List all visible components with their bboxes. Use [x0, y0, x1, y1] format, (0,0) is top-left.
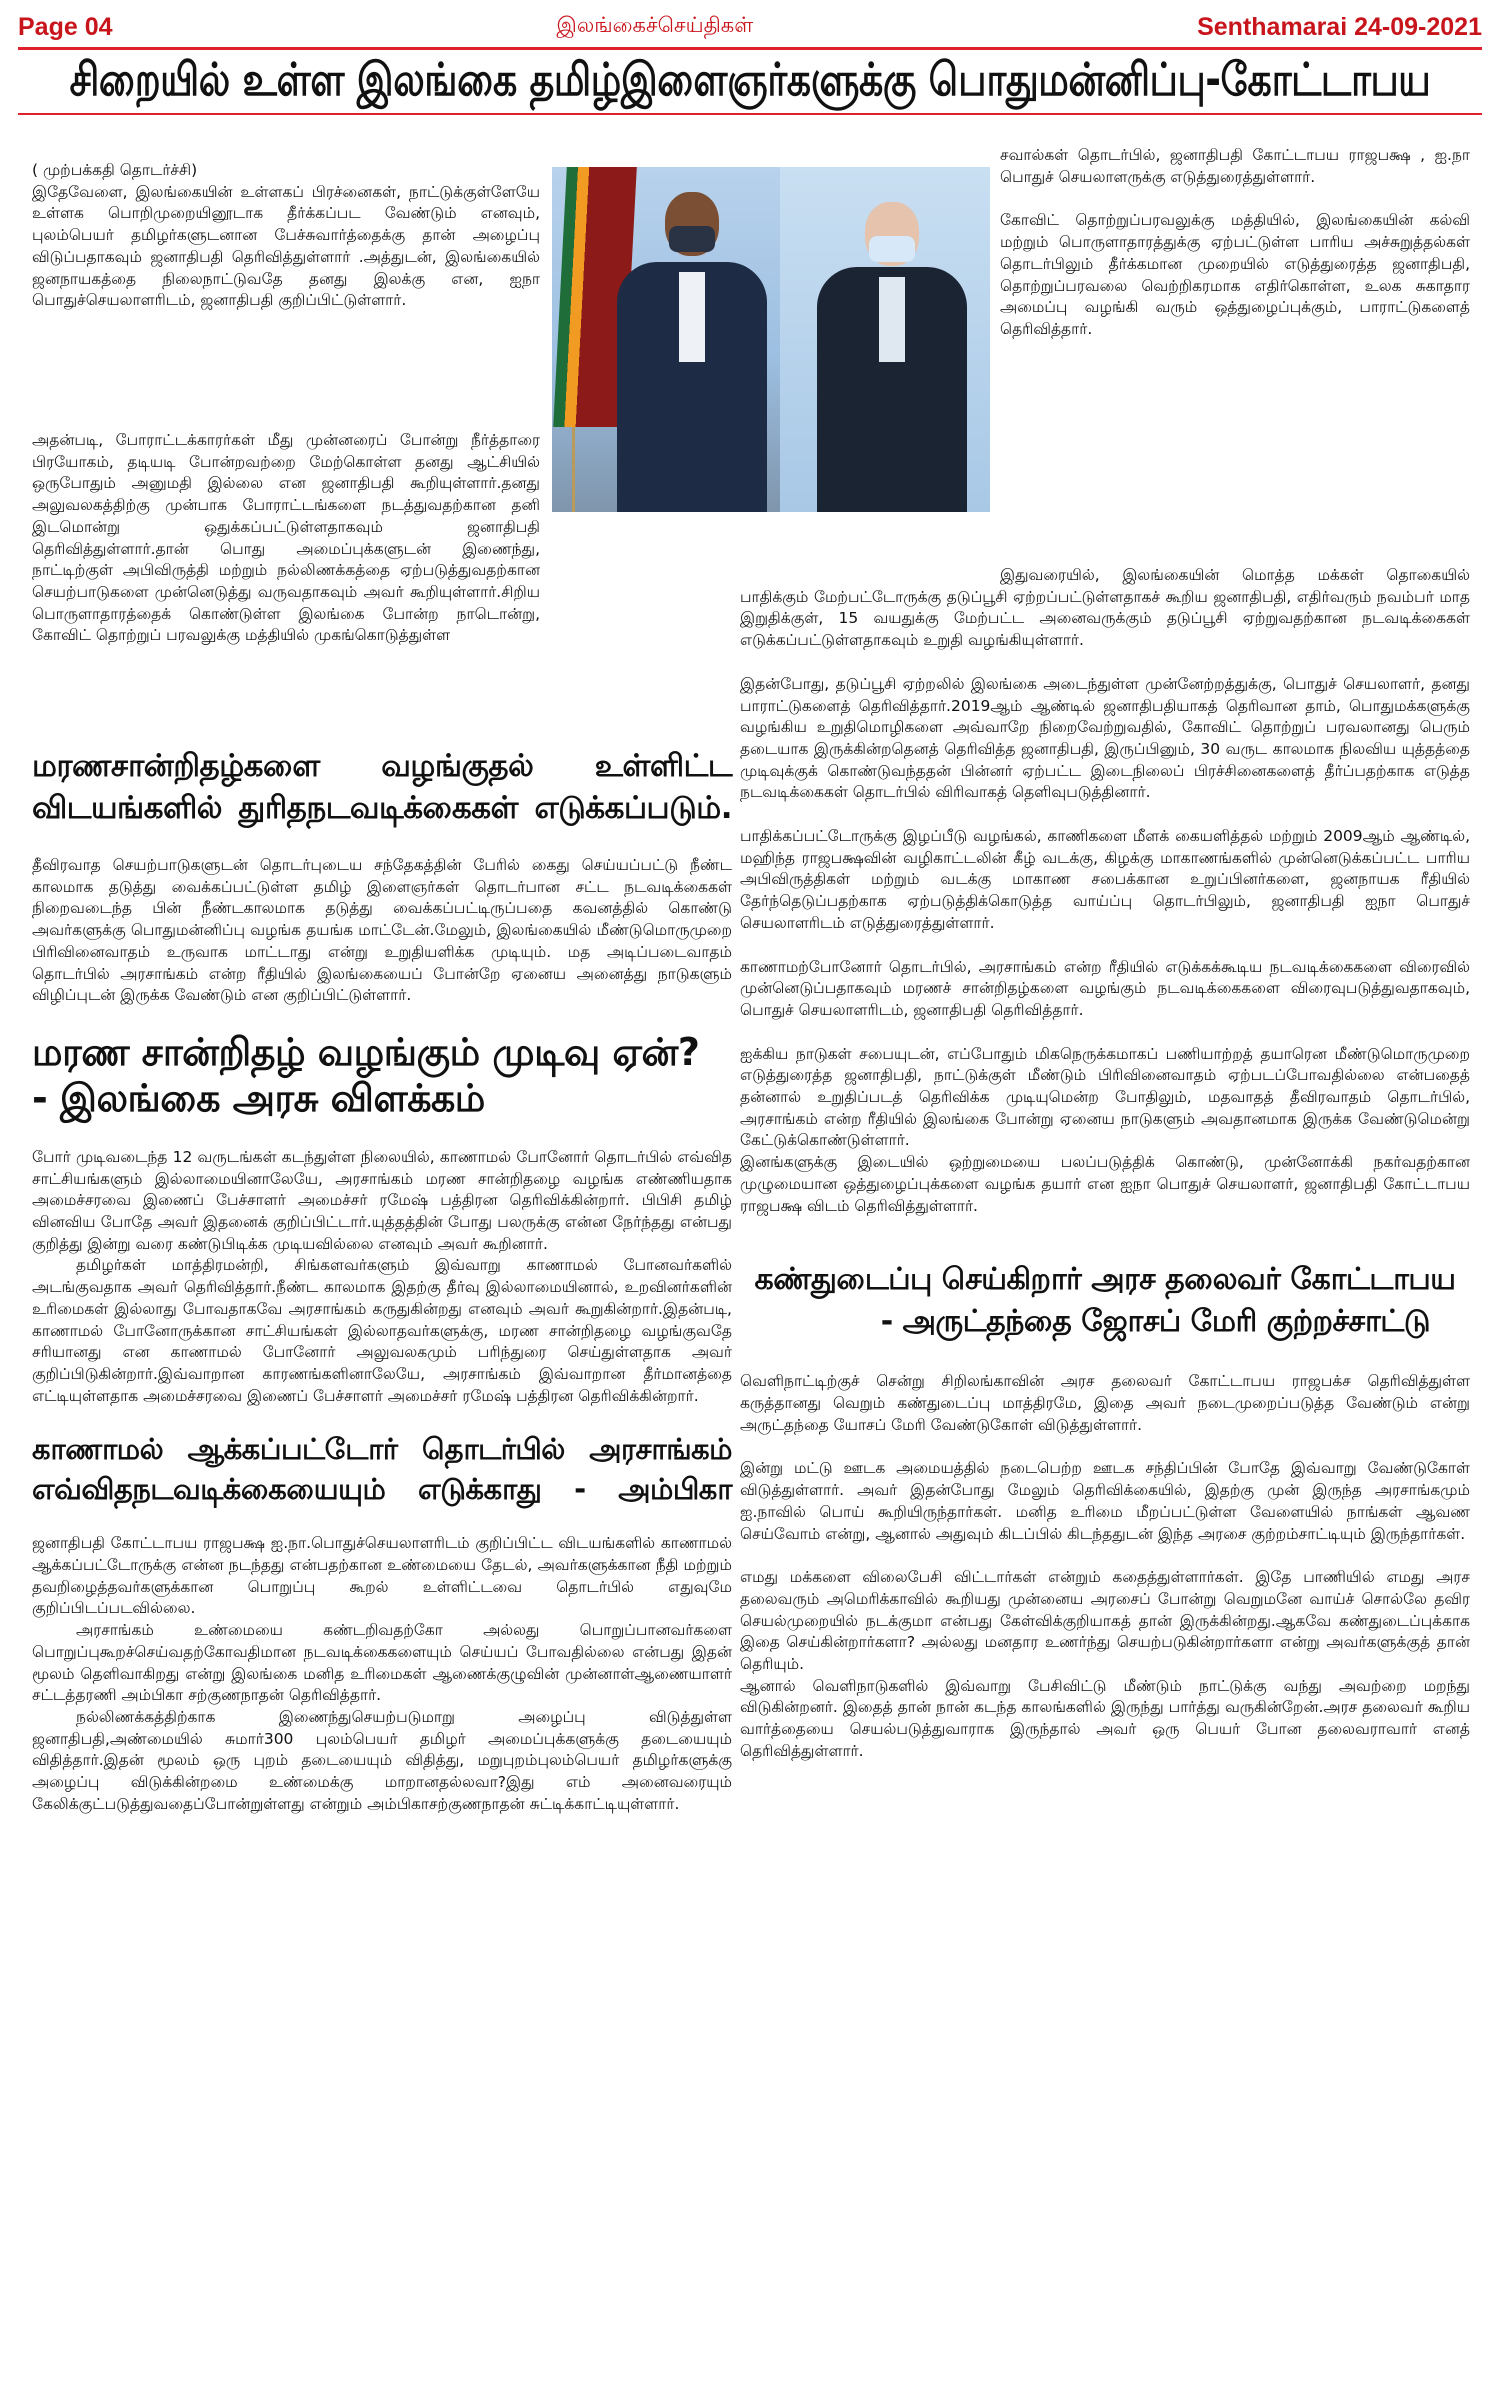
intro-paragraph-1: இதேவேளை, இலங்கையின் உள்ளகப் பிரச்னைகள், நாட்டுக்குள்ளேயே உள்ளக பொறிமுறையினூடாக தீர்க்கப்பட வேண்டும் எனவும், புலம்பெயர் தமிழர்களுடனான பேச்சுவார்த்தைக்கு தான் அழைப்பு விடுப்பதாகவும் ஜனாதிபதி தெரிவித்துள்ளார் .அத்துடன், இலங்கையில் ஜனநாயகத்தை நிலைநாட்டுவதே தனது இலக்கு என, ஐநா பொதுச்செயலாளரிடம், ஜனாதிபதி குறிப்பிட்டுள்ளார். — [32, 182, 540, 310]
right-paragraph-9: வெளிநாட்டிற்குச் சென்று சிறிலங்காவின் அரச தலைவர் கோட்டாபய ராஜபக்ச தெரிவித்துள்ள கருத்தானது வெறும் கண்துடைப்பு மாத்திரமே, இதை அவர் நடைமுறைப்படுத்த வேண்டும் என்று அருட்தந்தை யோசப் மேரி வேண்டுகோள் விடுத்துள்ளார். — [740, 1372, 1470, 1434]
right-paragraph-1: சவால்கள் தொடர்பில், ஜனாதிபதி கோட்டாபய ராஜபக்ஷ , ஐ.நா பொதுச் செயலாளருக்கு எடுத்துரைத்துள்ளார். — [1000, 146, 1470, 186]
subheading-why-certificates-line1: மரண சான்றிதழ் வழங்கும் முடிவு ஏன்? — [32, 1029, 700, 1074]
person-president — [617, 192, 767, 512]
right-paragraph-11: எமது மக்களை விலைபேசி விட்டார்கள் என்றும் கதைத்துள்ளார்கள். இதே பாணியில் எமது அரச தலைவரும் அமெரிக்காவில் கூறியது முன்னைய அரசைப் போன்று வெறுமனே வாய்ச் சொல்லே தவிர செயல்முறையில் நடக்குமா என்பது கேள்விக்குறியாகத் தான் இருக்கின்றது.ஆகவே கண்துடைப்புக்காக இதை செய்கின்றார்களா? அல்லது மனதார உணர்ந்து செயற்படுகின்றார்களா என்று அவர்களுக்குத் தான் தெரியும். — [740, 1568, 1470, 1674]
right-paragraph-4: இதன்போது, தடுப்பூசி ஏற்றலில் இலங்கை அடைந்துள்ள முன்னேற்றத்துக்கு, பொதுச் செயலாளர், தனது பாராட்டுகளைத் தெரிவித்தார்.2019ஆம் ஆண்டில் ஜனாதிபதியாகத் தெரிவான தாம், பொதுமக்களுக்கு வழங்கிய உறுதிமொழிகளை அவ்வாறே நிறைவேற்றுவதில், கோவிட் தொற்றுப் பரவலானது பெரும் தடையாக இருக்கின்றதெனத் தெரிவித்த ஜனாதிபதி, இருப்பினும், 30 வருட காலமாக நிலவிய யுத்தத்தை முடிவுக்குக் கொண்டுவந்ததன் பின்னர் ஏற்பட்ட இடைநிலைப் பிரச்சினைகளைத் தீர்ப்பதற்காக எடுத்த நடவடிக்கைகள் தொடர்பில் விரிவாகத் தெளிவுபடுத்தினார். — [740, 674, 1470, 802]
subheading-eyewash-line1: கண்துடைப்பு செய்கிறார் அரச தலைவர் கோட்டாபய — [754, 1262, 1456, 1298]
left-paragraph-5: அரசாங்கம் உண்மையை கண்டறிவதற்கோ அல்லது பொறுப்பானவர்களை பொறுப்புகூறச்செய்வதற்கோவதிமான நடவடிக்கைகளையும் செய்யப் போவதில்லை என்பது இதன் மூலம் தெளிவாகிறது என்று இலங்கை மனித உரிமைகள் ஆணைக்குழுவின் முன்னாள்ஆணையாளர் சட்டத்தரணி அம்பிகா சற்குணநாதன் தெரிவித்தார். — [32, 1621, 732, 1705]
intro-column-2 — [32, 430, 540, 669]
right-paragraph-10: இன்று மட்டு ஊடக அமையத்தில் நடைபெற்ற ஊடக சந்திப்பின் போதே இவ்வாறு வேண்டுகோள் விடுத்துள்ளார். அவர் இதன்போது மேலும் தெரிவிக்கையில், இதற்கு முன் இருந்த அரசாங்கமும் ஐ.நாவில் பொய் கூறியிருந்தார்கள். மனித உரிமை மீறப்பட்டுள்ள வேளையில் நாங்கள் ஆவண செய்வோம் என்று, ஆனால் அதுவும் கிடப்பில் கிடந்ததுடன் இந்த அரசை குற்றம்சாட்டியும் இருந்தார்கள். — [740, 1459, 1470, 1543]
right-paragraph-2: கோவிட் தொற்றுப்பரவலுக்கு மத்தியில், இலங்கையின் கல்வி மற்றும் பொருளாதாரத்துக்கு ஏற்பட்டுள்ள பாரிய அச்சுறுத்தல்கள் தொடர்பிலும் தீர்க்கமான முறையில் எடுத்துரைத்த ஜனாதிபதி, தொற்றுப்பரவலை வெற்றிகரமாக எதிர்கொள்ள, உலக சுகாதார அமைப்பு வழங்கி வரும் ஒத்துழைப்புக்கும், பாராட்டுகளைத் தெரிவித்தார். — [1000, 211, 1470, 338]
intro-paragraph-2: அதன்படி, போராட்டக்காரர்கள் மீது முன்னரைப் போன்று நீர்த்தாரை பிரயோகம், தடியடி போன்றவற்றை மேற்கொள்ள தனது ஆட்சியில் ஒருபோதும் அனுமதி இல்லை என ஜனாதிபதி கூறியுள்ளார்.தனது அலுவலகத்திற்கு முன்பாக போராட்டங்களை நடத்துவதற்கான தனி இடமொன்று ஒதுக்கப்பட்டுள்ளதாகவும் ஜனாதிபதி தெரிவித்துள்ளார்.தான் பொது அமைப்புக்களுடன் இணைந்து, நாட்டிற்குள் அபிவிருத்தி மற்றும் நல்லிணக்கத்தை ஏற்படுத்துவதற்கான செயற்பாடுகளை முன்னெடுத்து வருவதாகவும் அவர் கூறியுள்ளார்.சிறிய பொருளாதாரத்தைக் கொண்டுள்ள இலங்கை போன்ற நாடொன்று, கோவிட் தொற்றுப் பரவலுக்கு மத்தியில் முகங்கொடுத்துள்ள — [32, 431, 540, 645]
person-secretary-general — [817, 202, 967, 512]
left-paragraph-2: போர் முடிவடைந்த 12 வருடங்கள் கடந்துள்ள நிலையில், காணாமல் போனோர் தொடர்பில் எவ்வித சாட்சியங்களும் இல்லாமையினாலேயே, அரசாங்கம் மரண சான்றிதழை வழங்க எண்ணியதாக அமைச்சரவை இணைப் பேச்சாளர் அமைச்சர் ரமேஷ் பத்திரன தெரிவிக்கின்றார். பிபிசி தமிழ் வினவிய போதே அவர் இதனைக் குறிப்பிட்டார்.யுத்தத்தின் போது பலருக்கு என்ன நேர்ந்தது என்பது குறித்து இன்று வரை கண்டுபிடிக்க முடியவில்லை எனவும் அவர் கூறினார். — [32, 1147, 732, 1253]
section-title: இலங்கைச்செய்திகள் — [556, 14, 754, 37]
left-column — [32, 745, 732, 1816]
right-paragraph-12: ஆனால் வெளிநாடுகளில் இவ்வாறு பேசிவிட்டு மீண்டும் நாட்டுக்கு வந்து அவற்றை மறந்து விடுகின்றனர். இதைத் தான் நான் கடந்த காலங்களில் இருந்து பார்த்து வருகின்றேன்.அரச தலைவர் கூறிய வார்த்தையை செயல்படுத்துவாராக இருந்தால் அவர் ஒரு பெயர் போன தலைவராவார் எனத் தெரிவித்துள்ளார். — [740, 1676, 1470, 1760]
right-column-top — [1000, 145, 1470, 341]
intro-column — [32, 160, 540, 334]
main-headline: சிறையில் உள்ள இலங்கை தமிழ்இளைஞர்களுக்கு பொதுமன்னிப்பு-கோட்டாபய — [69, 52, 1431, 106]
left-paragraph-3: தமிழர்கள் மாத்திரமன்றி, சிங்களவர்களும் இவ்வாறு காணாமல் போனவர்களில் அடங்குவதாக அவர் தெரிவித்தார்.நீண்ட காலமாக இதற்கு தீர்வு இல்லாமையினால், உறவினர்களின் உரிமைகள் இல்லாது போவதாகவே அரசாங்கம் கருதுகின்றது எனவும் அவர் கூறுகின்றார்.இதன்படி, காணாமல் போனோருக்கான சாட்சியங்கள் இல்லாதவர்களுக்கு, மரண சான்றிதழை வழங்குவதே சரியானது என காணாமல் போனோர் அலுவலகமும் பரிந்துரை செய்துள்ளதாக அவர் குறிப்பிடுகின்றார்.இவ்வாறான காரணங்களினாலேயே, அரசாங்கம் இவ்வாறான தீர்மானத்தை எட்டியுள்ளதாக அமைச்சரவை இணைப் பேச்சாளர் அமைச்சர் ரமேஷ் பத்திரன தெரிவிக்கின்றார். — [32, 1256, 732, 1405]
news-photo — [552, 167, 990, 512]
masthead-date: Senthamarai 24-09-2021 — [1197, 12, 1482, 41]
headline-divider — [18, 113, 1482, 115]
top-bar — [18, 8, 1482, 46]
page-number: Page 04 — [18, 12, 113, 41]
right-paragraph-5: பாதிக்கப்பட்டோருக்கு இழப்பீடு வழங்கல், காணிகளை மீளக் கையளித்தல் மற்றும் 2009ஆம் ஆண்டில், மஹிந்த ராஜபக்ஷவின் வழிகாட்டலின் கீழ் வடக்கு, கிழக்கு மாகாணங்களில் முன்னெடுக்கப்பட்ட பாரிய அபிவிருத்திகள் மற்றும் வடக்கு மாகாண சபைக்கான உறுப்பினர்களை, ஜனநாயக ரீதியில் தேர்ந்தெடுப்பதற்காக ஏற்படுத்திக்கொடுத்த வாய்ப்பு தொடர்பிலும், ஜனாதிபதி ஐநா பொதுச் செயலாளரிடம் எடுத்துரைத்துள்ளார். — [740, 827, 1470, 932]
right-paragraph-8: இனங்களுக்கு இடையில் ஒற்றுமையை பலப்படுத்திக் கொண்டு, முன்னோக்கி நகர்வதற்கான முழுமையான ஒத்துழைப்புக்களை வழங்க தயார் என ஐநா பொதுச் செயலாளர், ஜனாதிபதி கோட்டாபய ராஜபக்ஷ விடம் தெரிவித்துள்ளார். — [740, 1153, 1470, 1215]
left-paragraph-1: தீவிரவாத செயற்பாடுகளுடன் தொடர்புடைய சந்தேகத்தின் பேரில் கைது செய்யப்பட்டு நீண்ட காலமாக தடுத்து வைக்கப்பட்டுள்ள தமிழ் இளைஞர்கள் தொடர்பான சட்ட நடவடிக்கைகள் நிறைவடைந்த பின் நீண்டகாலமாக தடுத்து வைக்கப்பட்டிருப்பதை கவனத்தில் கொண்டு அவர்களுக்கு பொதுமன்னிப்பு வழங்க தயங்க மாட்டேன்.மேலும், இலங்கையில் மீண்டுமொருமுறை பிரிவினைவாதம் உருவாக மாட்டாது என்று உறுதியளிக்க முடியும். மத அடிப்படைவாதம் தொடர்பில் அரசாங்கம் என்ற ரீதியில் இலங்கையைப் போன்றே ஏனைய அனைத்து நாடுகளும் விழிப்புடன் இருக்க வேண்டும் என குறிப்பிட்டுள்ளார். — [32, 856, 732, 1005]
subheading-why-certificates-line2: - இலங்கை அரசு விளக்கம் — [32, 1075, 485, 1120]
left-paragraph-4: ஜனாதிபதி கோட்டாபய ராஜபக்ஷ ஐ.நா.பொதுச்செயலாளரிடம் குறிப்பிட்ட விடயங்களில் காணாமல் ஆக்கப்பட்டோருக்கு என்ன நடந்தது என்பதற்கான உண்மையை தேடல், அவர்களுக்கான நீதி மற்றும் தவறிழைத்தவர்களுக்கான பொறுப்பு கூறல் உள்ளிட்டவை தொடர்பில் எதுவுமே குறிப்பிடப்படவில்லை. — [32, 1534, 732, 1618]
subheading-death-certificates: மரணசான்றிதழ்களை வழங்குதல் உள்ளிட்ட விடயங்களில் துரிதநடவடிக்கைகள் எடுக்கப்படும். — [32, 748, 732, 826]
right-paragraph-3: இதுவரையில், இலங்கையின் மொத்த மக்கள் தொகையில் பாதிக்கும் மேற்பட்டோருக்கு தடுப்பூசி ஏற்றப்பட்டுள்ளதாகச் கூறிய ஜனாதிபதி, எதிர்வரும் நவம்பர் மாத இறுதிக்குள், 15 வயதுக்கு மேற்பட்ட அனைவருக்கும் தடுப்பூசி ஏற்றுவதற்கான நடவடிக்கைகள் எடுக்கப்பட்டுள்ளதாகவும் உறுதி வழங்கியுள்ளார். — [740, 566, 1470, 650]
right-column — [740, 565, 1470, 1763]
subheading-eyewash-line2: - அருட்தந்தை ஜோசப் மேரி குற்றச்சாட்டு — [880, 1304, 1430, 1340]
continuation-note: ( முற்பக்கதி தொடர்ச்சி) — [32, 161, 198, 179]
right-paragraph-6: காணாமற்போனோர் தொடர்பில், அரசாங்கம் என்ற ரீதியில் எடுக்கக்கூடிய நடவடிக்கைகளை விரைவில் முன்னெடுப்பதாகவும் மரணச் சான்றிதழ்களை வழங்கும் நடவடிக்கைகளை விரைவுபடுத்துவதாகவும், பொதுச் செயலாளரிடம், ஜனாதிபதி தெரிவித்தார். — [740, 957, 1470, 1019]
subheading-ambika: காணாமல் ஆக்கப்பட்டோர் தொடர்பில் அரசாங்கம் எவ்விதநடவடிக்கையையும் எடுக்காது - அம்பிகா — [32, 1432, 732, 1507]
right-paragraph-7: ஐக்கிய நாடுகள் சபையுடன், எப்போதும் மிகநெருக்கமாகப் பணியாற்றத் தயாரென மீண்டுமொருமுறை எடுத்துரைத்த ஜனாதிபதி, நாட்டுக்குள் மீண்டும் பிரிவினைவாதம் ஏற்படப்போவதில்லை என்பதைத் தன்னால் உறுதிப்படத் தெரிவிக்க முடியுமென்ற போதிலும், மதவாதத் தீவிரவாதம் தொடர்பில், அரசாங்கம் என்ற ரீதியில் இலங்கை போன்று ஏனைய நாடுகளும் அவதானமாக இருக்க வேண்டுமென்று கேட்டுக்கொண்டுள்ளார். — [740, 1044, 1470, 1150]
left-paragraph-6: நல்லிணக்கத்திற்காக இணைந்துசெயற்படுமாறு அழைப்பு விடுத்துள்ள ஜனாதிபதி,அண்மையில் சுமார்300 புலம்பெயர் தமிழர் அமைப்புக்களுக்கு தடையையும் விதித்தார்.இதன் மூலம் ஒரு புறம் தடையையும் விதித்து, மறுபுறம்புலம்பெயர் தமிழர்களுக்கு அழைப்பு விடுக்கின்றமை உண்மைக்கு மாறானதல்லவா?இது எம் அனைவரையும் கேலிக்குட்படுத்துவதைப்போன்றுள்ளது என்றும் அம்பிகாசற்குணநாதன் சுட்டிக்காட்டியுள்ளார். — [32, 1707, 732, 1813]
